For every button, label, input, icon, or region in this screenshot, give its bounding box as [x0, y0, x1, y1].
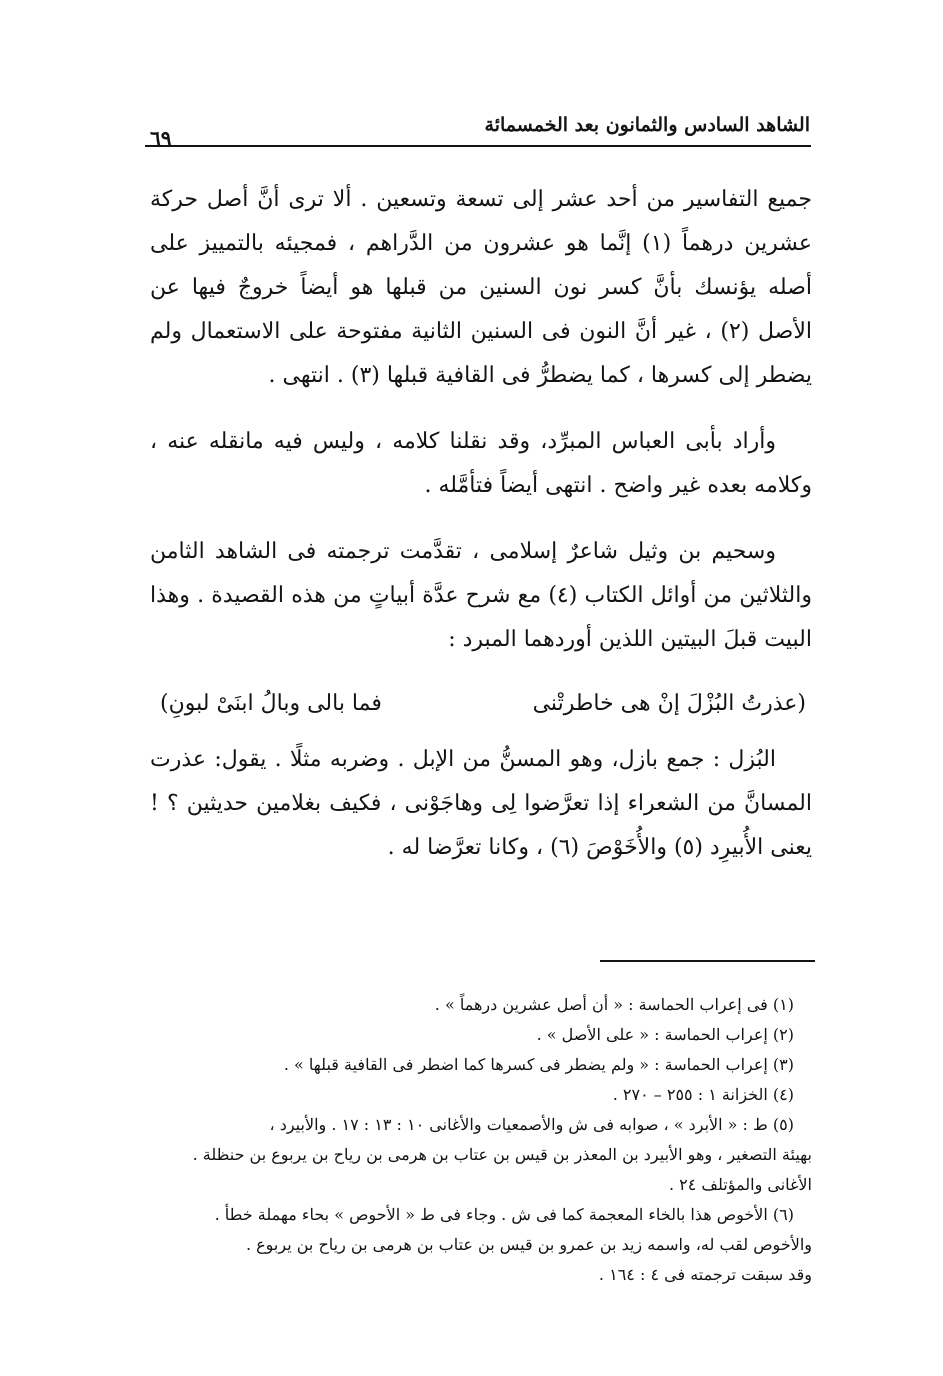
footnote-5: (٥) ط : « الأبرد » ، صوابه فى ش والأصمعيات والأغانى ١٠ : ١٣ : ١٧ . والأبيرد ، — [269, 1115, 794, 1134]
verse-first-hemistich: (عذرتُ البُزْلَ إنْ هى خاطرتْنى — [532, 691, 806, 716]
body-text — [150, 178, 812, 870]
footnote-6-line-2: والأخوص لقب له، واسمه زيد بن عمرو بن قيس بن عتاب بن هرمى بن رياح بن يربوع . — [245, 1235, 812, 1254]
page-header — [150, 112, 810, 150]
footnote-rule — [600, 960, 815, 962]
footnotes — [150, 990, 812, 1290]
paragraph-1: جميع التفاسير من أحد عشر إلى تسعة وتسعين . ألا ترى أنَّ أصل حركة عشرين درهماً (١) إنَّما هو عشرون من الدَّراهم ، فمجيئه بالتمييز على أصله يؤنسك بأنَّ كسر نون السنين من قبلها هو أيضاً خروجٌ فيها عن الأصل (٢) ، غير أنَّ النون فى السنين الثانية مفتوحة على الاستعمال ولم يضطر إلى كسرها ، كما يضطرُّ فى القافية قبلها (٣) . انتهى . — [150, 187, 812, 388]
footnote-6-line-3: وقد سبقت ترجمته فى ٤ : ١٦٤ . — [598, 1265, 812, 1284]
header-rule — [145, 145, 811, 147]
footnote-2: (٢) إعراب الحماسة : « على الأصل » . — [536, 1025, 794, 1044]
footnote-5-line-3: الأغانى والمؤتلف ٢٤ . — [668, 1175, 812, 1194]
footnote-4: (٤) الخزانة ١ : ٢٥٥ – ٢٧٠ . — [612, 1085, 794, 1104]
poem-verse — [150, 682, 812, 726]
footnote-5-line-2: بهيئة التصغير ، وهو الأبيرد بن المعذر بن قيس بن عتاب بن هرمى بن رياح بن يربوع بن حنظلة . — [192, 1145, 812, 1164]
footnote-1: (١) فى إعراب الحماسة : « أن أصل عشرين درهماً » . — [434, 995, 794, 1014]
running-title: الشاهد السادس والثمانون بعد الخمسمائة — [484, 114, 810, 136]
commentary-paragraph: البُزل : جمع بازل، وهو المسنُّ من الإبل . وضربه مثلًا . يقول: عذرت المسانَّ من الشعراء إذا تعرَّضوا لِى وهاجَوْنى ، فكيف بغلامين حديثين ؟ ! يعنى الأُبيرِد (٥) والأُخَوْصَ (٦) ، وكانا تعرَّضا له . — [150, 747, 812, 860]
page-number: ٦٩ — [150, 126, 172, 150]
footnote-3: (٣) إعراب الحماسة : « ولم يضطر فى كسرها كما اضطر فى القافية قبلها » . — [283, 1055, 794, 1074]
paragraph-2: وأراد بأبى العباس المبرِّد، وقد نقلنا كلامه ، وليس فيه مانقله عنه ، وكلامه بعده غير واضح . انتهى أيضاً فتأمَّله . — [150, 429, 812, 498]
paragraph-3: وسحيم بن وثيل شاعرٌ إسلامى ، تقدَّمت ترجمته فى الشاهد الثامن والثلاثين من أوائل الكتاب (٤) مع شرح عدَّة أبياتٍ من هذه القصيدة . وهذا البيت قبلَ البيتين اللذين أوردهما المبرد : — [150, 539, 812, 652]
footnote-6: (٦) الأخوص هذا بالخاء المعجمة كما فى ش . وجاء فى ط « الأحوص » بحاء مهملة خطأ . — [214, 1205, 794, 1224]
verse-second-hemistich: فما بالى وبالُ ابنَىْ لبونِ) — [160, 691, 382, 716]
